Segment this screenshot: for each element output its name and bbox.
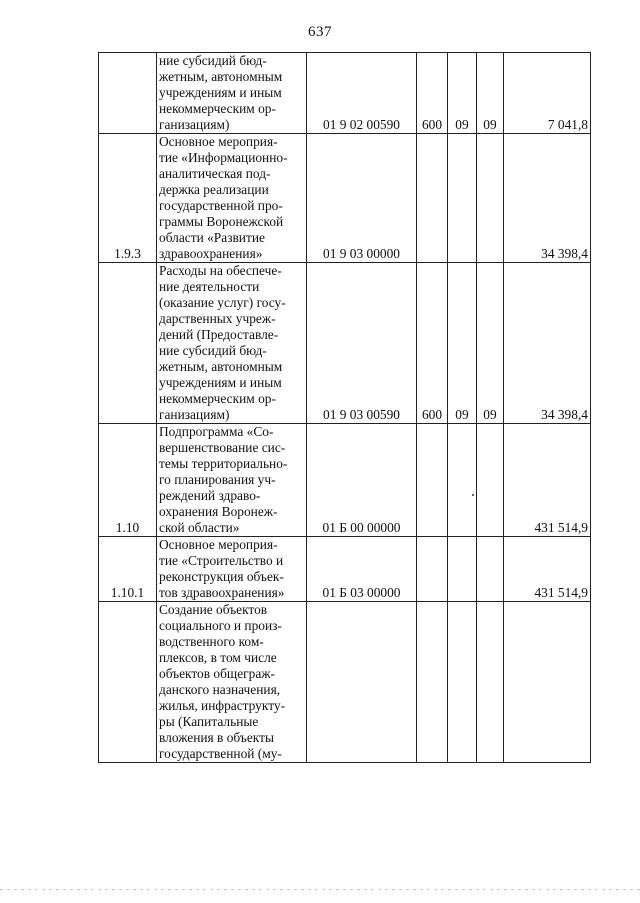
section-code xyxy=(448,134,477,263)
amount: 431 514,9 xyxy=(504,424,591,537)
row-number: 1.10 xyxy=(99,424,157,537)
amount: 7 041,8 xyxy=(504,53,591,134)
amount xyxy=(504,602,591,763)
description-line: ганизациям) xyxy=(159,407,230,422)
table-row xyxy=(99,53,591,134)
row-number xyxy=(99,263,157,424)
row-number: 1.9.3 xyxy=(99,134,157,263)
expense-type-code: 600 xyxy=(417,263,448,424)
section-code: 09 xyxy=(448,53,477,134)
description-line: тие «Информационно- xyxy=(159,150,288,165)
scan-edge-line xyxy=(0,889,640,890)
description-line: водственного ком- xyxy=(159,634,264,649)
description-line: Создание объектов xyxy=(159,602,268,617)
description-line: Подпрограмма «Со- xyxy=(159,424,274,439)
row-description xyxy=(157,424,307,537)
description-line: тов здравоохранения» xyxy=(159,585,285,600)
description-line: ние деятельности xyxy=(159,279,260,294)
row-description xyxy=(157,537,307,602)
expense-type-code xyxy=(417,602,448,763)
row-description xyxy=(157,602,307,763)
expense-type-code xyxy=(417,134,448,263)
description-line: ние субсидий бюд- xyxy=(159,53,267,68)
subsection-code xyxy=(477,424,504,537)
description-line: жетным, автономным xyxy=(159,359,283,374)
description-line: жилья, инфраструкту- xyxy=(159,698,286,713)
description-line: Основное мероприя- xyxy=(159,134,278,149)
expense-type-code xyxy=(417,424,448,537)
scan-speck xyxy=(472,494,474,496)
description-line: вложения в объекты xyxy=(159,730,274,745)
section-code: 09 xyxy=(448,263,477,424)
section-code xyxy=(448,424,477,537)
description-line: некоммерческим ор- xyxy=(159,101,276,116)
description-line: граммы Воронежской xyxy=(159,214,284,229)
description-line: здравоохранения» xyxy=(159,246,263,261)
table-row xyxy=(99,424,591,537)
description-line: тие «Строительство и xyxy=(159,553,284,568)
description-line: данского назначения, xyxy=(159,682,281,697)
description-line: ской области» xyxy=(159,520,240,535)
description-line: ние субсидий бюд- xyxy=(159,343,267,358)
description-line: (оказание услуг) госу- xyxy=(159,295,286,310)
table-row xyxy=(99,134,591,263)
description-line: охранения Воронеж- xyxy=(159,504,278,519)
description-line: Основное мероприя- xyxy=(159,537,278,552)
description-line: объектов общеграж- xyxy=(159,666,276,681)
target-article-code xyxy=(307,602,417,763)
budget-table xyxy=(98,52,591,763)
target-article-code: 01 Б 00 00000 xyxy=(307,424,417,537)
description-line: реждений здраво- xyxy=(159,488,261,503)
row-number xyxy=(99,53,157,134)
row-description xyxy=(157,134,307,263)
description-line: го планирования уч- xyxy=(159,472,276,487)
description-line: государственной про- xyxy=(159,198,283,213)
description-line: учреждениям и иным xyxy=(159,375,282,390)
row-number xyxy=(99,602,157,763)
table-row xyxy=(99,537,591,602)
section-code xyxy=(448,602,477,763)
row-description xyxy=(157,53,307,134)
row-number: 1.10.1 xyxy=(99,537,157,602)
description-line: аналитическая под- xyxy=(159,166,271,181)
table-row xyxy=(99,602,591,763)
target-article-code: 01 9 02 00590 xyxy=(307,53,417,134)
description-line: учреждениям и иным xyxy=(159,85,282,100)
amount: 34 398,4 xyxy=(504,134,591,263)
row-description xyxy=(157,263,307,424)
subsection-code xyxy=(477,602,504,763)
amount: 34 398,4 xyxy=(504,263,591,424)
target-article-code: 01 9 03 00000 xyxy=(307,134,417,263)
description-line: ганизациям) xyxy=(159,117,230,132)
description-line: ры (Капитальные xyxy=(159,714,259,729)
description-line: темы территориально- xyxy=(159,456,288,471)
subsection-code: 09 xyxy=(477,263,504,424)
target-article-code: 01 9 03 00590 xyxy=(307,263,417,424)
description-line: дарственных учреж- xyxy=(159,311,276,326)
description-line: государственной (му- xyxy=(159,746,282,761)
description-line: социального и произ- xyxy=(159,618,282,633)
description-line: области «Развитие xyxy=(159,230,265,245)
section-code xyxy=(448,537,477,602)
subsection-code: 09 xyxy=(477,53,504,134)
amount: 431 514,9 xyxy=(504,537,591,602)
description-line: держка реализации xyxy=(159,182,269,197)
description-line: жетным, автономным xyxy=(159,69,283,84)
target-article-code: 01 Б 03 00000 xyxy=(307,537,417,602)
page-number: 637 xyxy=(308,24,332,40)
subsection-code xyxy=(477,537,504,602)
description-line: плексов, в том числе xyxy=(159,650,277,665)
table-row xyxy=(99,263,591,424)
description-line: некоммерческим ор- xyxy=(159,391,276,406)
subsection-code xyxy=(477,134,504,263)
description-line: реконструкция объек- xyxy=(159,569,284,584)
description-line: дений (Предоставле- xyxy=(159,327,279,342)
expense-type-code xyxy=(417,537,448,602)
description-line: вершенствование сис- xyxy=(159,440,286,455)
expense-type-code: 600 xyxy=(417,53,448,134)
description-line: Расходы на обеспече- xyxy=(159,263,282,278)
